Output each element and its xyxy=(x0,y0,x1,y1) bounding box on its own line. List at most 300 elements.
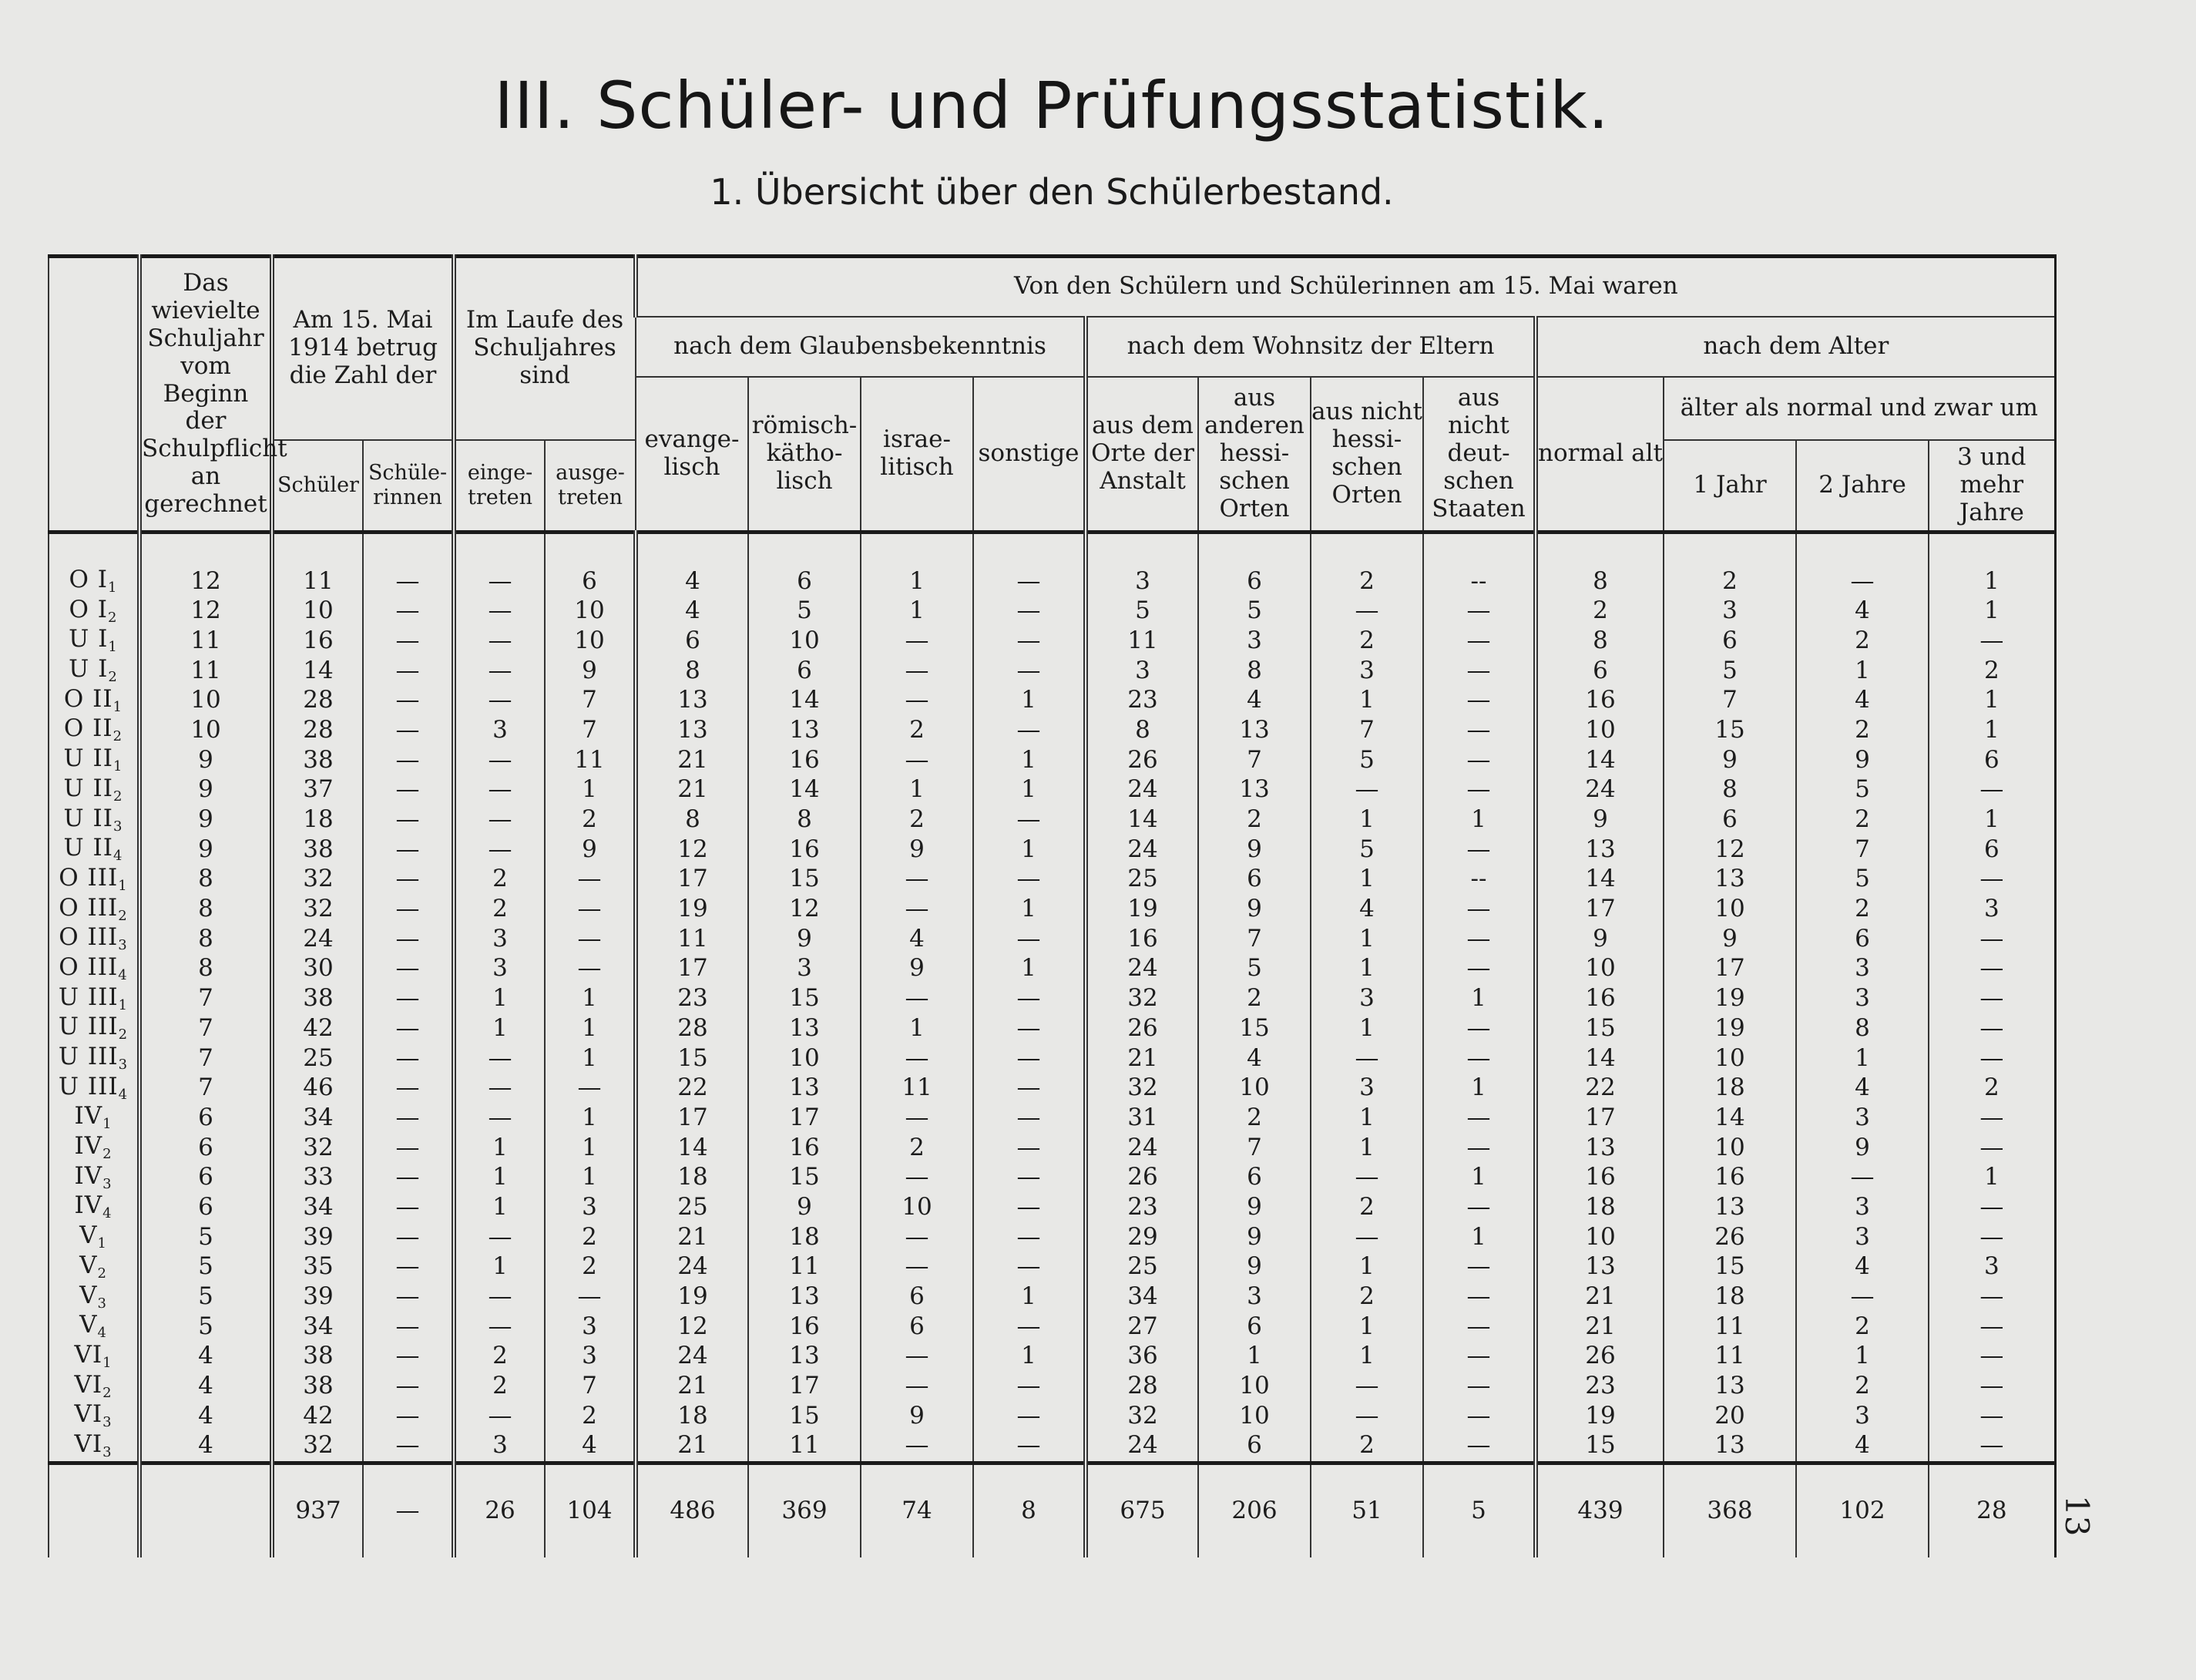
data-cell: 7 xyxy=(545,686,636,716)
data-cell: — xyxy=(454,1282,545,1312)
class-name: U III xyxy=(58,1013,119,1041)
data-cell: 14 xyxy=(748,686,861,716)
data-cell: 1 xyxy=(1929,566,2055,596)
class-cell xyxy=(49,745,139,775)
total-cell: 368 xyxy=(1664,1463,1796,1557)
data-cell: 10 xyxy=(748,1043,861,1074)
data-cell: 3 xyxy=(1796,1192,1929,1222)
data-cell: 5 xyxy=(1311,835,1423,865)
class-subscript: 1 xyxy=(102,1354,112,1371)
data-cell: 6 xyxy=(545,566,636,596)
data-cell: 7 xyxy=(545,1372,636,1402)
table-row xyxy=(49,1372,2055,1402)
class-cell xyxy=(49,656,139,686)
data-cell: 1 xyxy=(1311,1103,1423,1133)
data-cell: 3 xyxy=(1198,1282,1311,1312)
data-cell: 6 xyxy=(1929,745,2055,775)
data-cell: 1 xyxy=(1929,715,2055,745)
data-cell: — xyxy=(861,1431,973,1463)
class-cell xyxy=(49,1372,139,1402)
data-cell: — xyxy=(861,1163,973,1193)
data-cell: 2 xyxy=(1929,1074,2055,1104)
data-cell: — xyxy=(1929,924,2055,954)
data-cell: — xyxy=(973,656,1086,686)
data-cell: 1 xyxy=(861,775,973,805)
data-cell: 32 xyxy=(272,895,363,925)
table-row xyxy=(49,596,2055,627)
data-cell: — xyxy=(1423,1372,1536,1402)
class-name: U III xyxy=(58,1043,119,1070)
data-cell: 11 xyxy=(1664,1312,1796,1342)
data-cell: — xyxy=(1311,1401,1423,1431)
data-cell: — xyxy=(363,1431,454,1463)
header-von-den: Von den Schülern und Schülerinnen am 15. Mai waren xyxy=(636,257,2055,317)
data-cell: 11 xyxy=(1086,626,1198,656)
data-cell: — xyxy=(861,745,973,775)
data-cell: 1 xyxy=(973,895,1086,925)
data-cell: 4 xyxy=(1796,686,1929,716)
total-cell: 74 xyxy=(861,1463,973,1557)
data-cell: 5 xyxy=(748,596,861,627)
data-cell: 2 xyxy=(1311,1282,1423,1312)
data-cell: 26 xyxy=(1664,1222,1796,1252)
data-cell: — xyxy=(973,1312,1086,1342)
data-cell: 3 xyxy=(1311,984,1423,1014)
data-cell: — xyxy=(1311,596,1423,627)
data-cell: 20 xyxy=(1664,1401,1796,1431)
data-cell: 34 xyxy=(272,1103,363,1133)
data-cell: 1 xyxy=(545,1103,636,1133)
data-cell: 10 xyxy=(748,626,861,656)
class-name: O III xyxy=(59,923,119,952)
data-cell: 4 xyxy=(1796,1431,1929,1463)
data-cell: — xyxy=(973,566,1086,596)
data-cell: — xyxy=(454,596,545,627)
data-cell: — xyxy=(1423,1252,1536,1282)
data-cell: — xyxy=(973,805,1086,835)
data-cell: 7 xyxy=(1311,715,1423,745)
data-cell: — xyxy=(1929,865,2055,895)
data-cell: 14 xyxy=(1536,865,1664,895)
data-cell: — xyxy=(973,596,1086,627)
data-cell: 24 xyxy=(272,924,363,954)
data-cell: 10 xyxy=(545,596,636,627)
table-row xyxy=(49,835,2055,865)
data-cell: — xyxy=(973,1192,1086,1222)
data-cell: 18 xyxy=(1664,1282,1796,1312)
data-cell: 5 xyxy=(139,1252,272,1282)
data-cell: 1 xyxy=(861,1013,973,1043)
data-cell: 14 xyxy=(748,775,861,805)
spacer-cell xyxy=(49,533,139,567)
total-cell: 51 xyxy=(1311,1463,1423,1557)
data-cell: — xyxy=(1796,1163,1929,1193)
data-cell: 7 xyxy=(1796,835,1929,865)
data-cell: — xyxy=(545,954,636,984)
table-row xyxy=(49,626,2055,656)
class-cell xyxy=(49,865,139,895)
class-cell xyxy=(49,895,139,925)
data-cell: 4 xyxy=(545,1431,636,1463)
class-subscript: 2 xyxy=(97,1265,107,1282)
class-subscript: 3 xyxy=(118,937,128,954)
data-cell: — xyxy=(454,805,545,835)
class-subscript: 3 xyxy=(102,1414,112,1431)
data-cell: 24 xyxy=(1086,954,1198,984)
data-cell: — xyxy=(1423,954,1536,984)
class-name: V xyxy=(79,1221,98,1250)
data-cell: 13 xyxy=(1664,1431,1796,1463)
data-cell: 3 xyxy=(454,924,545,954)
data-cell: — xyxy=(1311,1222,1423,1252)
data-cell: 15 xyxy=(1664,1252,1796,1282)
data-cell: 8 xyxy=(1664,775,1796,805)
spacer-cell xyxy=(748,533,861,567)
class-name: U II xyxy=(63,774,114,802)
data-cell: 1 xyxy=(1929,686,2055,716)
class-subscript: 1 xyxy=(108,639,118,656)
data-cell: 22 xyxy=(636,1074,748,1104)
data-cell: 6 xyxy=(636,626,748,656)
data-cell: 1 xyxy=(1311,1252,1423,1282)
data-cell: 6 xyxy=(139,1103,272,1133)
data-cell: 2 xyxy=(1796,805,1929,835)
data-cell: 16 xyxy=(748,1133,861,1163)
data-cell: 23 xyxy=(1536,1372,1664,1402)
data-cell: 6 xyxy=(139,1163,272,1193)
data-cell: 15 xyxy=(1536,1013,1664,1043)
total-cell: 28 xyxy=(1929,1463,2055,1557)
table-row xyxy=(49,1043,2055,1074)
table-row xyxy=(49,686,2055,716)
data-cell: — xyxy=(454,656,545,686)
class-subscript: 2 xyxy=(108,669,118,686)
data-cell: 10 xyxy=(1664,1043,1796,1074)
data-cell: 2 xyxy=(1198,1103,1311,1133)
data-cell: 13 xyxy=(1198,775,1311,805)
data-cell: 6 xyxy=(139,1133,272,1163)
data-cell: — xyxy=(545,924,636,954)
data-cell: 25 xyxy=(272,1043,363,1074)
data-cell: 8 xyxy=(1536,566,1664,596)
data-cell: 3 xyxy=(454,954,545,984)
spacer-cell xyxy=(1311,533,1423,567)
table-row xyxy=(49,1222,2055,1252)
class-cell xyxy=(49,626,139,656)
data-cell: 13 xyxy=(1536,835,1664,865)
data-cell: — xyxy=(1423,1133,1536,1163)
data-cell: 4 xyxy=(139,1401,272,1431)
data-cell: 13 xyxy=(636,715,748,745)
table-row xyxy=(49,805,2055,835)
data-cell: 25 xyxy=(636,1192,748,1222)
class-subscript: 1 xyxy=(108,580,118,596)
data-cell: 17 xyxy=(748,1103,861,1133)
data-cell: 1 xyxy=(1423,1163,1536,1193)
data-cell: 2 xyxy=(545,1222,636,1252)
class-cell xyxy=(49,1282,139,1312)
data-cell: 2 xyxy=(1929,656,2055,686)
data-cell: 21 xyxy=(636,1222,748,1252)
header-jahr1: 1 Jahr xyxy=(1664,440,1796,533)
data-cell: — xyxy=(1311,1372,1423,1402)
data-cell: 18 xyxy=(636,1163,748,1193)
data-cell: 15 xyxy=(748,984,861,1014)
data-cell: 14 xyxy=(636,1133,748,1163)
data-cell: 1 xyxy=(973,745,1086,775)
table-row xyxy=(49,566,2055,596)
class-cell xyxy=(49,1342,139,1372)
data-cell: — xyxy=(861,1252,973,1282)
data-cell: 24 xyxy=(1086,835,1198,865)
data-cell: 32 xyxy=(272,1431,363,1463)
data-cell: 9 xyxy=(139,775,272,805)
data-cell: — xyxy=(363,835,454,865)
spacer-cell xyxy=(1664,533,1796,567)
class-subscript: 1 xyxy=(97,1235,107,1252)
data-cell: 3 xyxy=(1311,1074,1423,1104)
data-cell: 2 xyxy=(861,715,973,745)
data-cell: 23 xyxy=(636,984,748,1014)
data-cell: — xyxy=(1423,924,1536,954)
data-cell: 19 xyxy=(636,1282,748,1312)
data-cell: 10 xyxy=(1198,1372,1311,1402)
data-cell: — xyxy=(363,686,454,716)
data-cell: — xyxy=(861,1342,973,1372)
data-cell: — xyxy=(1423,1192,1536,1222)
data-cell: 1 xyxy=(454,1133,545,1163)
class-cell xyxy=(49,805,139,835)
data-cell: 11 xyxy=(545,745,636,775)
data-cell: 10 xyxy=(1536,1222,1664,1252)
data-cell: 14 xyxy=(1086,805,1198,835)
data-cell: 8 xyxy=(1536,626,1664,656)
spacer-cell xyxy=(272,533,363,567)
data-cell: 9 xyxy=(139,835,272,865)
data-cell: — xyxy=(454,745,545,775)
data-cell: 1 xyxy=(454,1192,545,1222)
data-cell: 7 xyxy=(1198,924,1311,954)
data-cell: — xyxy=(1929,1013,2055,1043)
header-schueler: Schüler xyxy=(272,440,363,533)
data-cell: 32 xyxy=(272,865,363,895)
data-cell: 1 xyxy=(861,566,973,596)
data-cell: 32 xyxy=(272,1133,363,1163)
data-cell: 24 xyxy=(1086,775,1198,805)
table-row xyxy=(49,1163,2055,1193)
data-cell: 7 xyxy=(139,1074,272,1104)
data-cell: — xyxy=(861,656,973,686)
data-cell: — xyxy=(861,1372,973,1402)
data-cell: 28 xyxy=(1086,1372,1198,1402)
table-row xyxy=(49,1103,2055,1133)
total-cell: 369 xyxy=(748,1463,861,1557)
table-row xyxy=(49,656,2055,686)
data-cell: 28 xyxy=(272,715,363,745)
data-cell: — xyxy=(1929,1043,2055,1074)
data-cell: 6 xyxy=(1198,865,1311,895)
data-cell: 10 xyxy=(1664,895,1796,925)
header-evangelisch: evange-lisch xyxy=(636,377,748,533)
data-cell: 6 xyxy=(861,1312,973,1342)
data-cell: 3 xyxy=(1086,566,1198,596)
data-cell: 12 xyxy=(139,596,272,627)
data-cell: — xyxy=(973,924,1086,954)
data-cell: 6 xyxy=(1536,656,1664,686)
data-cell: 1 xyxy=(545,1013,636,1043)
data-cell: 9 xyxy=(1796,745,1929,775)
data-cell: 31 xyxy=(1086,1103,1198,1133)
data-cell: — xyxy=(363,895,454,925)
data-cell: 17 xyxy=(636,865,748,895)
data-cell: — xyxy=(973,1074,1086,1104)
data-cell: 24 xyxy=(1536,775,1664,805)
data-cell: 1 xyxy=(545,1133,636,1163)
data-cell: 10 xyxy=(139,715,272,745)
data-cell: 10 xyxy=(1536,715,1664,745)
data-cell: 8 xyxy=(636,656,748,686)
data-cell: 3 xyxy=(545,1312,636,1342)
data-cell: — xyxy=(454,626,545,656)
data-cell: — xyxy=(1423,1103,1536,1133)
data-cell: 8 xyxy=(139,954,272,984)
data-cell: 11 xyxy=(636,924,748,954)
total-cell: 486 xyxy=(636,1463,748,1557)
data-cell: 2 xyxy=(1311,1192,1423,1222)
data-cell: — xyxy=(363,924,454,954)
data-cell: 6 xyxy=(1198,1431,1311,1463)
data-cell: 21 xyxy=(636,1372,748,1402)
data-cell: 9 xyxy=(1198,835,1311,865)
class-subscript: 2 xyxy=(118,907,128,924)
data-cell: 15 xyxy=(748,1401,861,1431)
data-cell: 39 xyxy=(272,1222,363,1252)
class-name: O III xyxy=(59,893,119,922)
data-cell: 1 xyxy=(1198,1342,1311,1372)
class-cell xyxy=(49,596,139,627)
data-cell: — xyxy=(1423,745,1536,775)
data-cell: 19 xyxy=(1536,1401,1664,1431)
data-cell: 15 xyxy=(636,1043,748,1074)
data-cell: — xyxy=(363,566,454,596)
data-cell: 8 xyxy=(1198,656,1311,686)
table-row xyxy=(49,1074,2055,1104)
table-row xyxy=(49,745,2055,775)
table-row xyxy=(49,1252,2055,1282)
data-cell: 6 xyxy=(748,656,861,686)
data-cell: — xyxy=(454,1074,545,1104)
data-cell: 13 xyxy=(1664,1372,1796,1402)
data-cell: 9 xyxy=(1664,745,1796,775)
data-cell: 1 xyxy=(973,835,1086,865)
data-cell: 3 xyxy=(1929,1252,2055,1282)
class-cell xyxy=(49,1222,139,1252)
data-cell: 32 xyxy=(1086,1074,1198,1104)
data-cell: — xyxy=(1423,686,1536,716)
data-cell: 14 xyxy=(1536,1043,1664,1074)
data-cell: 2 xyxy=(1198,805,1311,835)
data-cell: 2 xyxy=(1796,1312,1929,1342)
data-cell: 28 xyxy=(272,686,363,716)
data-cell: 12 xyxy=(1664,835,1796,865)
spacer-cell xyxy=(1536,533,1664,567)
data-cell: 16 xyxy=(748,1312,861,1342)
class-name: U III xyxy=(58,1072,119,1100)
data-cell: — xyxy=(363,1192,454,1222)
class-name: U II xyxy=(63,744,114,773)
data-cell: 7 xyxy=(1664,686,1796,716)
class-name: O II xyxy=(63,714,113,743)
class-cell xyxy=(49,924,139,954)
data-cell: 37 xyxy=(272,775,363,805)
class-name: IV xyxy=(74,1102,103,1131)
total-cell: 5 xyxy=(1423,1463,1536,1557)
data-cell: 14 xyxy=(272,656,363,686)
data-cell: 17 xyxy=(636,1103,748,1133)
totals-label-cell xyxy=(49,1463,139,1557)
spacer-cell xyxy=(545,533,636,567)
data-cell: 9 xyxy=(1536,805,1664,835)
data-cell: 8 xyxy=(139,924,272,954)
data-cell: — xyxy=(1423,656,1536,686)
class-subscript: 2 xyxy=(113,788,123,805)
data-cell: 7 xyxy=(139,1043,272,1074)
data-cell: 18 xyxy=(272,805,363,835)
header-eingetreten: einge-treten xyxy=(454,440,545,533)
data-cell: 5 xyxy=(1198,596,1311,627)
header-schuljahr: Das wievielte Schuljahr vom Beginn der Schulpflicht an gerechnet xyxy=(139,257,272,533)
data-cell: 6 xyxy=(1664,805,1796,835)
data-cell: 1 xyxy=(1311,1133,1423,1163)
data-cell: 1 xyxy=(545,1163,636,1193)
data-cell: — xyxy=(861,1043,973,1074)
data-cell: 21 xyxy=(636,1431,748,1463)
class-subscript: 1 xyxy=(112,698,123,715)
data-cell: — xyxy=(861,686,973,716)
data-cell: 1 xyxy=(1311,1013,1423,1043)
data-cell: 3 xyxy=(1796,1222,1929,1252)
spacer-cell xyxy=(363,533,454,567)
data-cell: 1 xyxy=(454,1163,545,1193)
class-name: IV xyxy=(74,1132,103,1161)
header-orte-anstalt: aus dem Orte der Anstalt xyxy=(1086,377,1198,533)
data-cell: 2 xyxy=(545,1252,636,1282)
data-cell: 9 xyxy=(748,924,861,954)
data-cell: 16 xyxy=(1536,1163,1664,1193)
data-cell: — xyxy=(973,1133,1086,1163)
data-cell: — xyxy=(1423,596,1536,627)
data-cell: 38 xyxy=(272,1372,363,1402)
data-cell: 9 xyxy=(861,835,973,865)
data-cell: -- xyxy=(1423,566,1536,596)
page-subtitle: 1. Übersicht über den Schülerbestand. xyxy=(710,171,1394,213)
spacer-cell xyxy=(1198,533,1311,567)
data-cell: 11 xyxy=(272,566,363,596)
data-cell: 34 xyxy=(272,1192,363,1222)
table-row xyxy=(49,954,2055,984)
data-cell: — xyxy=(363,1252,454,1282)
data-cell: — xyxy=(363,1103,454,1133)
data-cell: — xyxy=(973,1401,1086,1431)
data-cell: 1 xyxy=(545,775,636,805)
class-cell xyxy=(49,1133,139,1163)
data-cell: — xyxy=(1423,1043,1536,1074)
class-subscript: 4 xyxy=(118,966,128,983)
data-cell: 13 xyxy=(748,1013,861,1043)
data-cell: 12 xyxy=(636,1312,748,1342)
data-cell: 10 xyxy=(139,686,272,716)
data-cell: 25 xyxy=(1086,1252,1198,1282)
